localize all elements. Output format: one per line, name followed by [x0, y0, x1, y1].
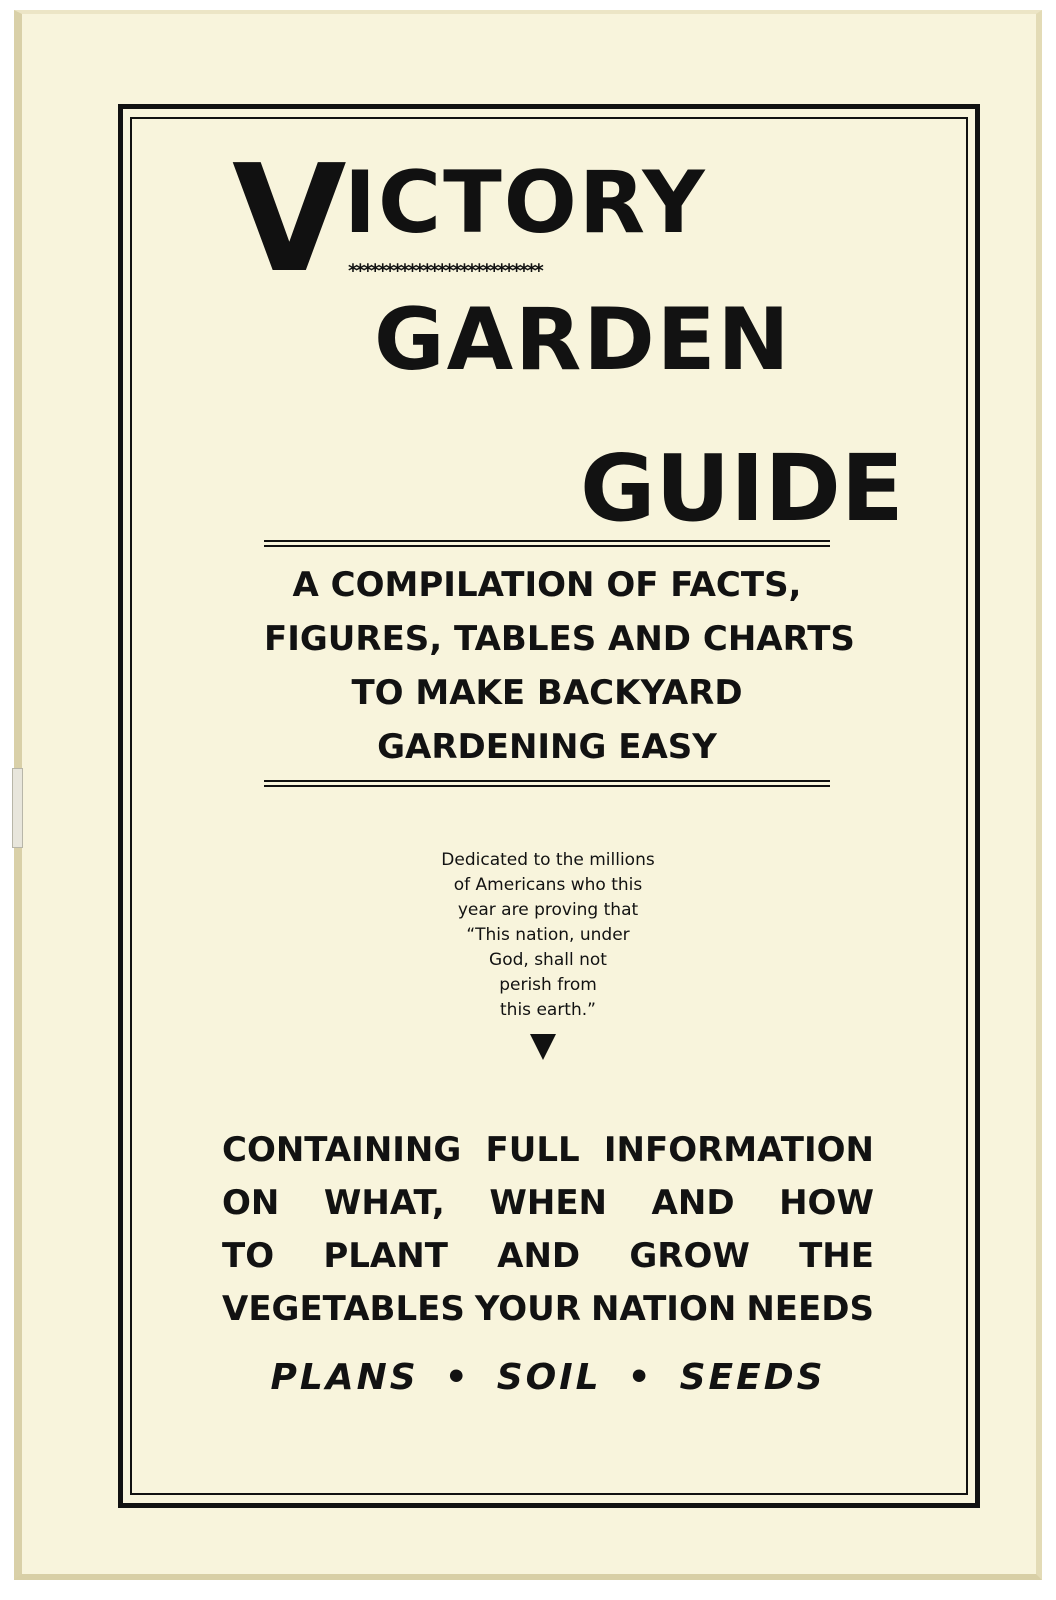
subtitle-line: FIGURES, TABLES AND CHARTS — [264, 619, 855, 659]
contents-word: VEGETABLES — [222, 1289, 465, 1329]
contents-word: NEEDS — [746, 1289, 874, 1329]
bottom-double-rule — [264, 780, 830, 787]
contents-line — [222, 1124, 874, 1177]
contents-word: THE — [799, 1236, 874, 1276]
staple — [12, 768, 23, 848]
contents-word: AND — [651, 1183, 735, 1223]
dedication-line: God, shall not — [489, 950, 607, 970]
top-double-rule — [264, 540, 830, 547]
topic-soil: SOIL — [496, 1357, 602, 1398]
contents-word: HOW — [779, 1183, 874, 1223]
contents-word: INFORMATION — [603, 1130, 874, 1170]
contents-word: CONTAINING — [222, 1130, 462, 1170]
star-divider: ************************** — [348, 260, 542, 282]
dedication-line: year are proving that — [457, 900, 639, 920]
footer-topics — [222, 1356, 874, 1400]
contents-word: NATION — [590, 1289, 737, 1329]
dedication-line: of Americans who this — [453, 875, 643, 895]
contents-word: ON — [222, 1183, 280, 1223]
dedication-line: “This nation, under — [466, 925, 630, 945]
down-triangle-icon — [530, 1034, 556, 1060]
title-word-guide: GUIDE — [580, 435, 904, 542]
subtitle-block — [264, 558, 855, 774]
title-word-victory-rest: ICTORY — [344, 153, 707, 253]
contents-word: TO — [222, 1236, 275, 1276]
title-initial-v: V — [232, 133, 347, 305]
contents-line — [222, 1283, 874, 1336]
contents-word: WHEN — [489, 1183, 607, 1223]
contents-word: PLANT — [323, 1236, 448, 1276]
contents-word: GROW — [629, 1236, 750, 1276]
topic-seeds: SEEDS — [679, 1357, 826, 1398]
contents-word: WHAT, — [323, 1183, 445, 1223]
contents-word: AND — [497, 1236, 581, 1276]
contents-word: FULL — [485, 1130, 580, 1170]
subtitle-line: TO MAKE BACKYARD — [351, 673, 743, 713]
contents-statement — [222, 1124, 874, 1336]
subtitle-line: GARDENING EASY — [377, 727, 717, 767]
contents-word: YOUR — [474, 1289, 581, 1329]
dedication-line: this earth.” — [500, 1000, 596, 1020]
subtitle-line: A COMPILATION OF FACTS, — [292, 565, 802, 605]
contents-line — [222, 1177, 874, 1230]
contents-line — [222, 1230, 874, 1283]
dedication-line: Dedicated to the millions — [441, 850, 655, 870]
topic-plans: PLANS — [270, 1357, 419, 1398]
dedication-line: perish from — [499, 975, 597, 995]
bullet-separator: • — [627, 1357, 654, 1398]
title-word-garden: GARDEN — [374, 290, 792, 390]
bullet-separator: • — [444, 1357, 471, 1398]
dedication-block — [380, 848, 716, 1023]
